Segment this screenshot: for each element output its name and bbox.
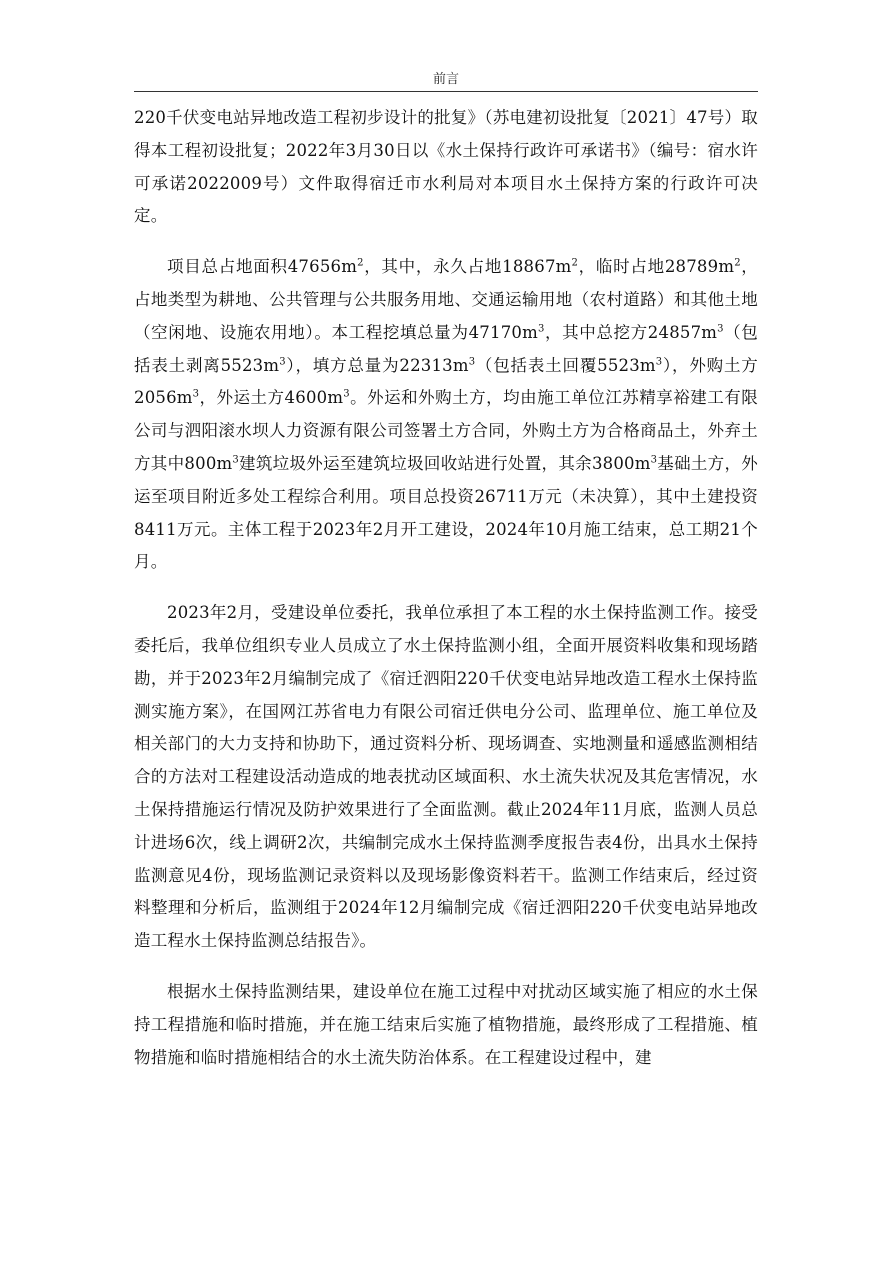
superscript: 3 xyxy=(537,323,545,335)
superscript: 3 xyxy=(468,356,476,368)
text-run: 建筑垃圾外运至建筑垃圾回收站进行处置，其余3800m xyxy=(238,453,651,473)
superscript: 3 xyxy=(232,454,239,466)
text-run: ，临时占地28789m xyxy=(578,257,735,277)
running-header-title: 前言 xyxy=(432,72,459,87)
paragraph-land-and-earthwork xyxy=(134,251,758,579)
text-run: （包括表土剥离5523m xyxy=(134,322,758,375)
paragraph-approval-continuation xyxy=(134,102,758,233)
superscript: 3 xyxy=(343,388,350,400)
body-text xyxy=(134,102,758,1092)
superscript: 2 xyxy=(571,257,579,269)
superscript: 3 xyxy=(279,356,286,368)
text-run: 2023年2月，受建设单位委托，我单位承担了本工程的水土保持监测工作。接受委托后，我单位组织专业人员成立了水土保持监测小组，全面开展资料收集和现场踏勘，并于2023年2月编制完成了《宿迁泗阳220千伏变电站异地改造工程水土保持监测实施方案》，在国网江苏省电力有限公司宿迁供电分公司、监理单位、施工单位及相关部门的大力支持和协助下，通过资料分析、现场调查、实地测量和遥感监测相结合的方法对工程建设活动造成的地表扰动区域面积、水土流失状况及其危害情况，水土保持措施运行情况及防护效果进行了全面监测。截止2024年11月底，监测人员总计进场6次，线上调研2次，共编制完成水土保持监测季度报告表4份，出具水土保持监测意见4份，现场监测记录资料以及现场影像资料若干。监测工作结束后，经过资料整理和分析后，监测组于2024年12月编制完成《宿迁泗阳220千伏变电站异地改造工程水土保持监测总结报告》。 xyxy=(134,603,758,951)
text-run: 基础土方，外运至项目附近多处工程综合利用。项目总投资26711万元（未决算），其中土建投资8411万元。主体工程于2023年2月开工建设，2024年10月施工结束，总工期21个月。 xyxy=(134,453,758,572)
text-run: 。外运和外购土方，均由施工单位江苏精享裕建工有限公司与泗阳滚水坝人力资源有限公司签署土方合同，外购土方为合格商品土，外弃土方其中800m xyxy=(134,388,758,473)
text-run: ，外运土方4600m xyxy=(199,388,344,408)
text-run: 220千伏变电站异地改造工程初步设计的批复》（苏电建初设批复〔2021〕47号）取得本工程初设批复；2022年3月30日以《水土保持行政许可承诺书》（编号：宿水许可承诺2022009号）文件取得宿迁市水利局对本项目水土保持方案的行政许可决定。 xyxy=(134,108,758,226)
text-run: ，其中，永久占地18867m xyxy=(363,257,572,277)
superscript: 3 xyxy=(650,454,658,466)
paragraph-monitoring-work xyxy=(134,597,758,958)
text-run: ，占地类型为耕地、公共管理与公共服务用地、交通运输用地（农村道路）和其他土地（空闲地、设施农用地）。本工程挖填总量为47170m xyxy=(134,257,758,342)
superscript: 3 xyxy=(192,388,200,400)
superscript: 3 xyxy=(655,356,663,368)
header-rule xyxy=(134,91,758,92)
text-run: 项目总占地面积47656m xyxy=(167,257,358,277)
superscript: 3 xyxy=(717,323,724,335)
text-run: ），外购土方2056m xyxy=(134,355,758,408)
superscript: 2 xyxy=(357,257,364,269)
superscript: 2 xyxy=(734,257,741,269)
text-run: ），填方总量为22313m xyxy=(285,355,469,375)
paragraph-monitoring-results xyxy=(134,976,758,1074)
text-run: ，其中总挖方24857m xyxy=(544,322,718,342)
text-run: 根据水土保持监测结果，建设单位在施工过程中对扰动区域实施了相应的水土保持工程措施和临时措施，并在施工结束后实施了植物措施，最终形成了工程措施、植物措施和临时措施相结合的水土流失防治体系。在工程建设过程中，建 xyxy=(134,981,758,1067)
text-run: （包括表土回覆5523m xyxy=(475,355,656,375)
